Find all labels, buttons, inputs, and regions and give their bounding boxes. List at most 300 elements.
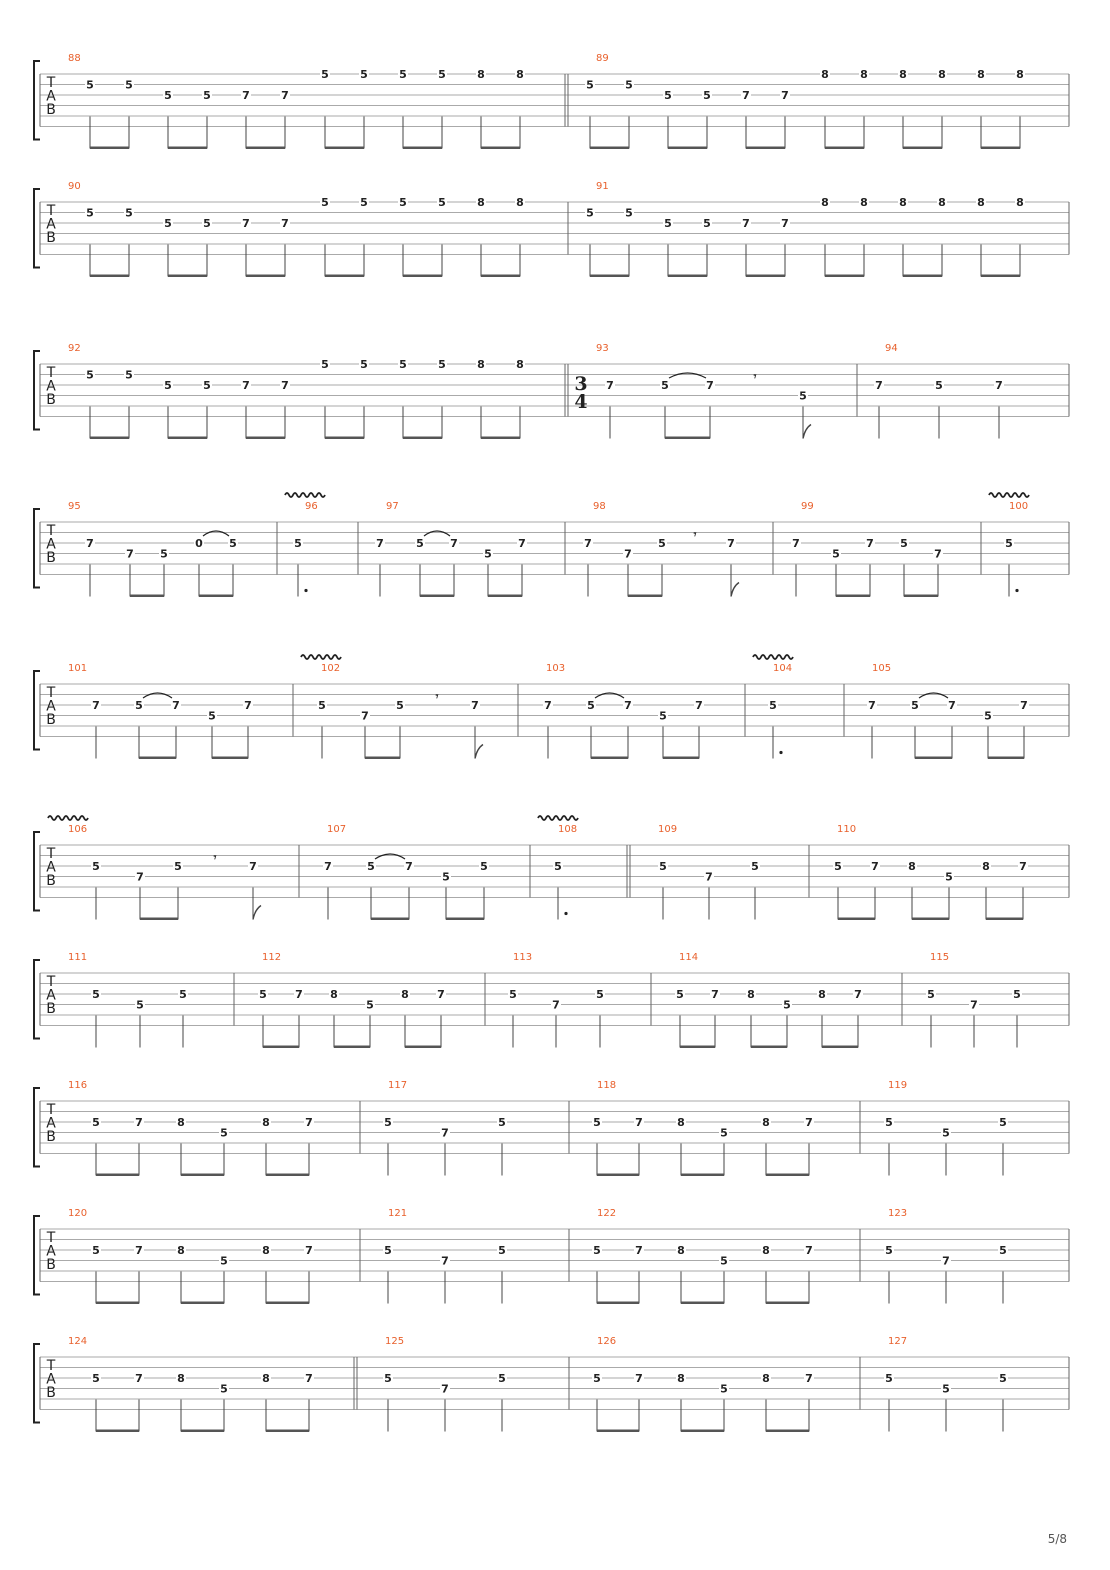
fret-number: 7 — [875, 379, 883, 392]
fret-number: 5 — [367, 860, 375, 873]
tab-letter: A — [46, 216, 56, 233]
tab-letter: A — [46, 698, 56, 715]
fret-number: 7 — [711, 988, 719, 1001]
fret-number: 5 — [703, 89, 711, 102]
measure — [989, 493, 1069, 597]
fret-number: 7 — [742, 89, 750, 102]
fret-number: 7 — [86, 537, 94, 550]
fret-number: 5 — [554, 860, 562, 873]
measure — [68, 53, 568, 149]
fret-number: 5 — [360, 68, 368, 81]
fret-number: 5 — [885, 1372, 893, 1385]
note-beam — [836, 595, 870, 598]
note-beam — [266, 1302, 309, 1305]
measure-number: 95 — [68, 501, 81, 512]
fret-number: 5 — [438, 196, 446, 209]
fret-number: 5 — [664, 89, 672, 102]
tab-system — [34, 53, 1069, 149]
fret-number: 7 — [441, 1382, 449, 1396]
measure-number: 121 — [388, 1208, 408, 1219]
measure — [68, 663, 293, 759]
fret-number: 5 — [259, 988, 267, 1001]
fret-number: 8 — [977, 196, 985, 209]
fret-number: 5 — [294, 537, 302, 550]
note-beam — [371, 918, 409, 921]
tab-letter: T — [46, 974, 56, 990]
fret-number: 5 — [509, 988, 517, 1001]
note-beam — [597, 1174, 639, 1177]
note-beam — [915, 757, 952, 760]
note-beam — [903, 147, 942, 150]
vibrato-mark — [753, 655, 793, 659]
fret-number: 5 — [360, 196, 368, 209]
fret-number: 5 — [92, 1372, 100, 1385]
fret-number: 5 — [911, 699, 919, 712]
fret-number: 7 — [135, 1116, 143, 1129]
measure — [68, 1208, 360, 1304]
fret-number: 5 — [999, 1372, 1007, 1385]
fret-number: 7 — [361, 709, 369, 723]
fret-number: 5 — [396, 699, 404, 712]
note-beam — [325, 147, 364, 150]
vibrato-mark — [285, 493, 325, 497]
note-beam — [822, 1046, 858, 1049]
fret-number: 5 — [484, 547, 492, 561]
measure-number: 117 — [388, 1080, 408, 1091]
note-beam — [403, 147, 442, 150]
tab-system — [34, 655, 1069, 759]
tie — [669, 373, 706, 378]
fret-number: 8 — [908, 860, 916, 873]
note-beam — [597, 1430, 639, 1433]
measure-number: 115 — [930, 952, 950, 963]
note-beam — [590, 275, 629, 278]
measure-number: 100 — [1009, 501, 1029, 512]
fret-number: 5 — [900, 537, 908, 550]
fret-number: 8 — [762, 1244, 770, 1257]
fret-number: 5 — [834, 860, 842, 873]
fret-number: 5 — [664, 217, 672, 230]
note-beam — [746, 275, 785, 278]
tab-letter: B — [46, 102, 56, 118]
measure — [791, 501, 981, 597]
measure — [323, 824, 530, 920]
measure — [592, 1080, 860, 1176]
fret-number: 5 — [480, 860, 488, 873]
note-beam — [681, 1302, 724, 1305]
note-beam — [481, 437, 520, 440]
note-beam — [325, 275, 364, 278]
note-beam — [168, 437, 207, 440]
tie — [203, 531, 229, 536]
measure-number: 89 — [596, 53, 609, 64]
tab-letter: B — [46, 1385, 56, 1401]
system-bracket — [34, 351, 40, 430]
note-beam — [680, 1046, 715, 1049]
fret-number: 7 — [324, 860, 332, 873]
measure — [301, 655, 518, 759]
measure-number: 126 — [597, 1336, 617, 1347]
fret-number: 5 — [783, 998, 791, 1012]
fret-number: 8 — [818, 988, 826, 1001]
measure-number: 120 — [68, 1208, 88, 1219]
note-beam — [246, 275, 285, 278]
measure — [258, 952, 485, 1048]
system-bracket — [34, 671, 40, 750]
fret-number: 5 — [703, 217, 711, 230]
fret-number: 7 — [172, 699, 180, 712]
tab-letter: T — [46, 685, 56, 701]
system-bracket — [34, 61, 40, 140]
fret-number: 5 — [179, 988, 187, 1001]
tab-system — [34, 1208, 1069, 1304]
fret-number: 5 — [220, 1382, 228, 1396]
fret-number: 5 — [136, 998, 144, 1012]
note-flag — [731, 583, 739, 597]
fret-number: 5 — [720, 1254, 728, 1268]
fret-number: 5 — [593, 1244, 601, 1257]
fret-number: 7 — [624, 547, 632, 561]
fret-number: 5 — [203, 379, 211, 392]
fret-number: 5 — [799, 389, 807, 403]
fret-number: 5 — [384, 1116, 392, 1129]
system-bracket — [34, 1216, 40, 1295]
measure-number: 124 — [68, 1336, 88, 1347]
measure — [583, 501, 773, 597]
tie — [919, 693, 948, 698]
fret-number: 5 — [658, 537, 666, 550]
system-bracket — [34, 1344, 40, 1423]
tab-letter: A — [46, 1115, 56, 1132]
note-beam — [365, 757, 400, 760]
fret-number: 7 — [249, 860, 257, 873]
tab-letter: B — [46, 550, 56, 566]
tab-letter: T — [46, 365, 56, 381]
note-beam — [668, 147, 707, 150]
fret-number: 5 — [125, 368, 133, 382]
fret-number: 7 — [781, 89, 789, 102]
fret-number: 8 — [977, 68, 985, 81]
fret-number: 8 — [477, 358, 485, 371]
fret-number: 5 — [945, 870, 953, 884]
measure — [68, 343, 568, 439]
note-beam — [96, 1430, 139, 1433]
fret-number: 7 — [805, 1244, 813, 1257]
tab-letter: A — [46, 1243, 56, 1260]
note-flag — [803, 425, 811, 439]
measure-number: 111 — [68, 952, 88, 963]
fret-number: 5 — [203, 217, 211, 230]
tab-letter: A — [46, 536, 56, 553]
fret-number: 7 — [706, 379, 714, 392]
fret-number: 7 — [441, 1126, 449, 1140]
fret-number: 7 — [281, 217, 289, 230]
fret-number: 5 — [927, 988, 935, 1001]
note-beam — [597, 1302, 639, 1305]
fret-number: 7 — [281, 89, 289, 102]
fret-number: 5 — [220, 1254, 228, 1268]
fret-number: 7 — [606, 379, 614, 392]
fret-number: 5 — [92, 860, 100, 873]
fret-number: 7 — [635, 1244, 643, 1257]
tab-letter: T — [46, 846, 56, 862]
measure-number: 98 — [593, 501, 606, 512]
fret-number: 7 — [805, 1372, 813, 1385]
fret-number: 5 — [999, 1244, 1007, 1257]
fret-number: 7 — [305, 1372, 313, 1385]
fret-number: 7 — [92, 699, 100, 712]
tab-system — [34, 343, 1069, 439]
measure — [753, 655, 844, 759]
measure-number: 103 — [546, 663, 566, 674]
tab-letter: B — [46, 230, 56, 246]
fret-number: 7 — [584, 537, 592, 550]
tie — [143, 693, 172, 698]
fret-number: 7 — [518, 537, 526, 550]
eighth-rest: 𝄾 — [753, 370, 757, 383]
note-beam — [986, 918, 1023, 921]
measure — [285, 493, 358, 597]
fret-number: 8 — [177, 1244, 185, 1257]
fret-number: 7 — [135, 1244, 143, 1257]
fret-number: 5 — [885, 1116, 893, 1129]
fret-number: 5 — [625, 206, 633, 220]
fret-number: 8 — [677, 1244, 685, 1257]
note-beam — [334, 1046, 370, 1049]
fret-number: 7 — [995, 379, 1003, 392]
fret-number: 5 — [586, 78, 594, 92]
measure-number: 127 — [888, 1336, 908, 1347]
fret-number: 5 — [769, 699, 777, 712]
fret-number: 5 — [498, 1116, 506, 1129]
fret-number: 5 — [885, 1244, 893, 1257]
fret-number: 5 — [174, 860, 182, 873]
measure — [543, 663, 745, 759]
fret-number: 7 — [948, 699, 956, 712]
measure — [867, 663, 1069, 759]
note-beam — [591, 757, 628, 760]
fret-number: 7 — [866, 537, 874, 550]
fret-number: 8 — [762, 1372, 770, 1385]
note-beam — [446, 918, 484, 921]
fret-number: 8 — [1016, 68, 1024, 81]
tab-system — [34, 1336, 1069, 1432]
fret-number: 5 — [125, 206, 133, 220]
fret-number: 5 — [659, 860, 667, 873]
fret-number: 5 — [203, 89, 211, 102]
fret-number: 7 — [727, 537, 735, 550]
fret-number: 5 — [318, 699, 326, 712]
note-beam — [181, 1430, 224, 1433]
system-bracket — [34, 189, 40, 268]
measure — [585, 181, 1069, 277]
page-number: 5/8 — [1047, 1532, 1067, 1546]
fret-number: 7 — [305, 1244, 313, 1257]
eighth-rest: 𝄾 — [435, 690, 439, 703]
eighth-rest: 𝄾 — [213, 851, 217, 864]
fret-number: 7 — [624, 699, 632, 712]
note-beam — [766, 1174, 809, 1177]
measure — [874, 343, 1069, 439]
fret-number: 8 — [762, 1116, 770, 1129]
measure-number: 94 — [885, 343, 898, 354]
measure-number: 112 — [262, 952, 282, 963]
tab-system — [34, 816, 1069, 920]
fret-number: 5 — [384, 1244, 392, 1257]
fret-number: 5 — [125, 78, 133, 92]
vibrato-mark — [48, 816, 88, 820]
fret-number: 8 — [262, 1372, 270, 1385]
fret-number: 8 — [747, 988, 755, 1001]
note-beam — [838, 918, 875, 921]
measure — [68, 1336, 357, 1432]
fret-number: 5 — [321, 68, 329, 81]
measure — [884, 1336, 1069, 1432]
measure — [585, 53, 1069, 149]
fret-number: 8 — [677, 1116, 685, 1129]
tab-system — [34, 493, 1069, 597]
fret-number: 8 — [1016, 196, 1024, 209]
fret-number: 5 — [593, 1372, 601, 1385]
fret-number: 5 — [586, 206, 594, 220]
fret-number: 7 — [970, 998, 978, 1012]
fret-number: 7 — [781, 217, 789, 230]
fret-number: 8 — [821, 196, 829, 209]
measure — [68, 501, 277, 597]
note-beam — [212, 757, 248, 760]
measure — [383, 1336, 569, 1432]
tab-letter: A — [46, 859, 56, 876]
fret-number: 8 — [860, 68, 868, 81]
fret-number: 5 — [92, 1116, 100, 1129]
fret-number: 7 — [742, 217, 750, 230]
measure-number: 125 — [385, 1336, 405, 1347]
fret-number: 8 — [821, 68, 829, 81]
fret-number: 7 — [792, 537, 800, 550]
measure-number: 96 — [305, 501, 318, 512]
measure-number: 116 — [68, 1080, 88, 1091]
measure — [68, 181, 568, 277]
fret-number: 5 — [86, 368, 94, 382]
tab-system — [34, 1080, 1069, 1176]
measure — [675, 952, 902, 1048]
fret-number: 5 — [625, 78, 633, 92]
vibrato-mark — [989, 493, 1029, 497]
fret-number: 7 — [1019, 860, 1027, 873]
fret-number: 7 — [437, 988, 445, 1001]
fret-number: 7 — [1020, 699, 1028, 712]
measure — [383, 1080, 569, 1176]
measure — [592, 1208, 860, 1304]
fret-number: 8 — [516, 358, 524, 371]
fret-number: 5 — [321, 196, 329, 209]
fret-number: 7 — [942, 1254, 950, 1268]
fret-number: 5 — [92, 988, 100, 1001]
note-beam — [912, 918, 949, 921]
note-beam — [628, 595, 662, 598]
note-beam — [663, 757, 699, 760]
fret-number: 7 — [405, 860, 413, 873]
tab-system — [34, 952, 1069, 1048]
note-beam — [90, 437, 129, 440]
measure — [574, 343, 857, 439]
measure — [383, 1208, 569, 1304]
fret-number: 7 — [242, 379, 250, 392]
fret-number: 7 — [244, 699, 252, 712]
note-beam — [665, 437, 710, 440]
fret-number: 5 — [438, 68, 446, 81]
note-beam — [766, 1302, 809, 1305]
fret-number: 7 — [471, 699, 479, 712]
note-beam — [904, 595, 938, 598]
fret-number: 5 — [984, 709, 992, 723]
measure-number: 110 — [837, 824, 857, 835]
fret-number: 5 — [935, 379, 943, 392]
fret-number: 7 — [126, 547, 134, 561]
fret-number: 8 — [330, 988, 338, 1001]
note-beam — [168, 275, 207, 278]
fret-number: 5 — [229, 537, 237, 550]
tie — [424, 531, 450, 536]
dot — [304, 589, 307, 592]
tab-letter: B — [46, 873, 56, 889]
measure-number: 92 — [68, 343, 81, 354]
fret-number: 5 — [416, 537, 424, 550]
fret-number: 8 — [677, 1372, 685, 1385]
measure-number: 105 — [872, 663, 892, 674]
tab-letter: T — [46, 1230, 56, 1246]
fret-number: 7 — [805, 1116, 813, 1129]
fret-number: 7 — [868, 699, 876, 712]
fret-number: 7 — [450, 537, 458, 550]
fret-number: 8 — [860, 196, 868, 209]
note-beam — [266, 1174, 309, 1177]
fret-number: 8 — [262, 1244, 270, 1257]
fret-number: 7 — [552, 998, 560, 1012]
fret-number: 8 — [938, 68, 946, 81]
fret-number: 5 — [366, 998, 374, 1012]
fret-number: 5 — [399, 68, 407, 81]
measure — [48, 816, 299, 920]
tab-letter: B — [46, 392, 56, 408]
dot — [779, 751, 782, 754]
note-beam — [199, 595, 233, 598]
eighth-rest: 𝄾 — [693, 528, 697, 541]
note-beam — [181, 1174, 224, 1177]
note-beam — [825, 275, 864, 278]
fret-number: 7 — [544, 699, 552, 712]
fret-number: 5 — [164, 89, 172, 102]
measure-number: 113 — [513, 952, 533, 963]
fret-number: 5 — [220, 1126, 228, 1140]
note-beam — [246, 437, 285, 440]
fret-number: 7 — [136, 870, 144, 884]
note-beam — [681, 1430, 724, 1433]
measure-number: 122 — [597, 1208, 617, 1219]
fret-number: 7 — [281, 379, 289, 392]
measure — [658, 824, 809, 920]
tab-letter: T — [46, 523, 56, 539]
fret-number: 8 — [938, 196, 946, 209]
measure — [375, 501, 565, 597]
measure — [68, 1080, 360, 1176]
measure — [884, 1080, 1069, 1176]
note-beam — [168, 147, 207, 150]
tab-letter: A — [46, 1371, 56, 1388]
tie — [595, 693, 624, 698]
system-bracket — [34, 1088, 40, 1167]
fret-number: 7 — [376, 537, 384, 550]
